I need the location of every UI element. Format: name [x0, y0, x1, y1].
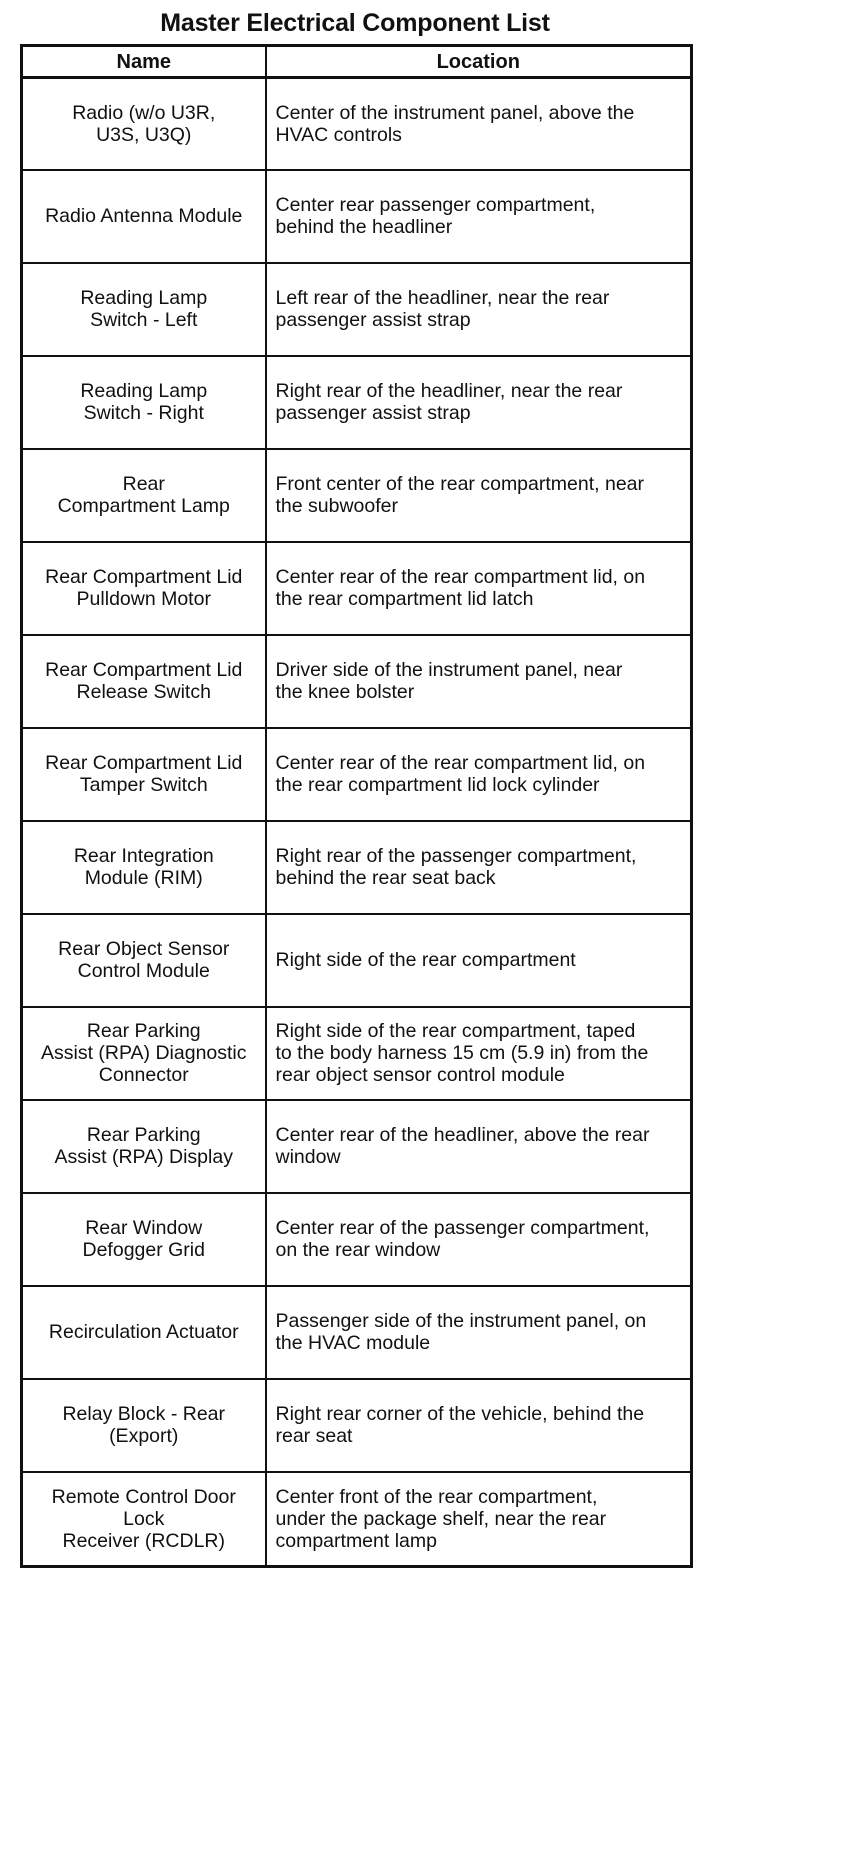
table-row [22, 1100, 692, 1193]
component-location-cell: Driver side of the instrument panel, near the knee bolster [266, 635, 692, 728]
component-location-cell: Center rear passenger compartment, behind the headliner [266, 170, 692, 263]
component-name-cell: Recirculation Actuator [22, 1286, 266, 1379]
page-title: Master Electrical Component List [160, 9, 550, 37]
component-location-cell: Center rear of the passenger compartment, on the rear window [266, 1193, 692, 1286]
component-name-cell: Relay Block - Rear (Export) [22, 1379, 266, 1472]
table-row [22, 449, 692, 542]
component-location-cell: Center front of the rear compartment, under the package shelf, near the rear compartment lamp [266, 1472, 692, 1567]
component-name-cell: Rear Integration Module (RIM) [22, 821, 266, 914]
table-row [22, 356, 692, 449]
component-name-cell: Rear Compartment Lid Release Switch [22, 635, 266, 728]
table-row [22, 821, 692, 914]
component-location-cell: Front center of the rear compartment, near the subwoofer [266, 449, 692, 542]
component-location-cell: Passenger side of the instrument panel, on the HVAC module [266, 1286, 692, 1379]
component-location-cell: Left rear of the headliner, near the rear passenger assist strap [266, 263, 692, 356]
component-location-cell: Center rear of the rear compartment lid, on the rear compartment lid latch [266, 542, 692, 635]
column-header-name: Name [22, 46, 266, 78]
component-location-cell: Center rear of the rear compartment lid, on the rear compartment lid lock cylinder [266, 728, 692, 821]
component-name-cell: Rear Parking Assist (RPA) Diagnostic Connector [22, 1007, 266, 1100]
component-name-cell: Radio Antenna Module [22, 170, 266, 263]
component-location-cell: Right rear of the passenger compartment, behind the rear seat back [266, 821, 692, 914]
component-location-cell: Right side of the rear compartment, taped to the body harness 15 cm (5.9 in) from the rear object sensor control module [266, 1007, 692, 1100]
table-row [22, 78, 692, 170]
component-name-cell: Rear Parking Assist (RPA) Display [22, 1100, 266, 1193]
table-row [22, 914, 692, 1007]
table-row [22, 1472, 692, 1567]
component-location-cell: Right rear of the headliner, near the rear passenger assist strap [266, 356, 692, 449]
table-row [22, 1007, 692, 1100]
component-name-cell: Rear Compartment Lid Tamper Switch [22, 728, 266, 821]
component-name-cell: Rear Compartment Lamp [22, 449, 266, 542]
table-row [22, 1193, 692, 1286]
component-name-cell: Rear Object Sensor Control Module [22, 914, 266, 1007]
component-name-cell: Reading Lamp Switch - Left [22, 263, 266, 356]
table-row [22, 542, 692, 635]
component-name-cell: Radio (w/o U3R, U3S, U3Q) [22, 78, 266, 170]
table-row [22, 1286, 692, 1379]
component-location-cell: Center of the instrument panel, above the HVAC controls [266, 78, 692, 170]
table-row [22, 263, 692, 356]
table-row [22, 1379, 692, 1472]
component-name-cell: Rear Window Defogger Grid [22, 1193, 266, 1286]
component-name-cell: Remote Control Door Lock Receiver (RCDLR) [22, 1472, 266, 1567]
component-table [20, 44, 693, 1568]
component-name-cell: Reading Lamp Switch - Right [22, 356, 266, 449]
table-row [22, 635, 692, 728]
table-row [22, 170, 692, 263]
component-location-cell: Right side of the rear compartment [266, 914, 692, 1007]
table-row [22, 728, 692, 821]
column-header-location: Location [266, 46, 692, 78]
component-name-cell: Rear Compartment Lid Pulldown Motor [22, 542, 266, 635]
component-location-cell: Right rear corner of the vehicle, behind the rear seat [266, 1379, 692, 1472]
component-location-cell: Center rear of the headliner, above the rear window [266, 1100, 692, 1193]
table-header-row [22, 46, 692, 78]
